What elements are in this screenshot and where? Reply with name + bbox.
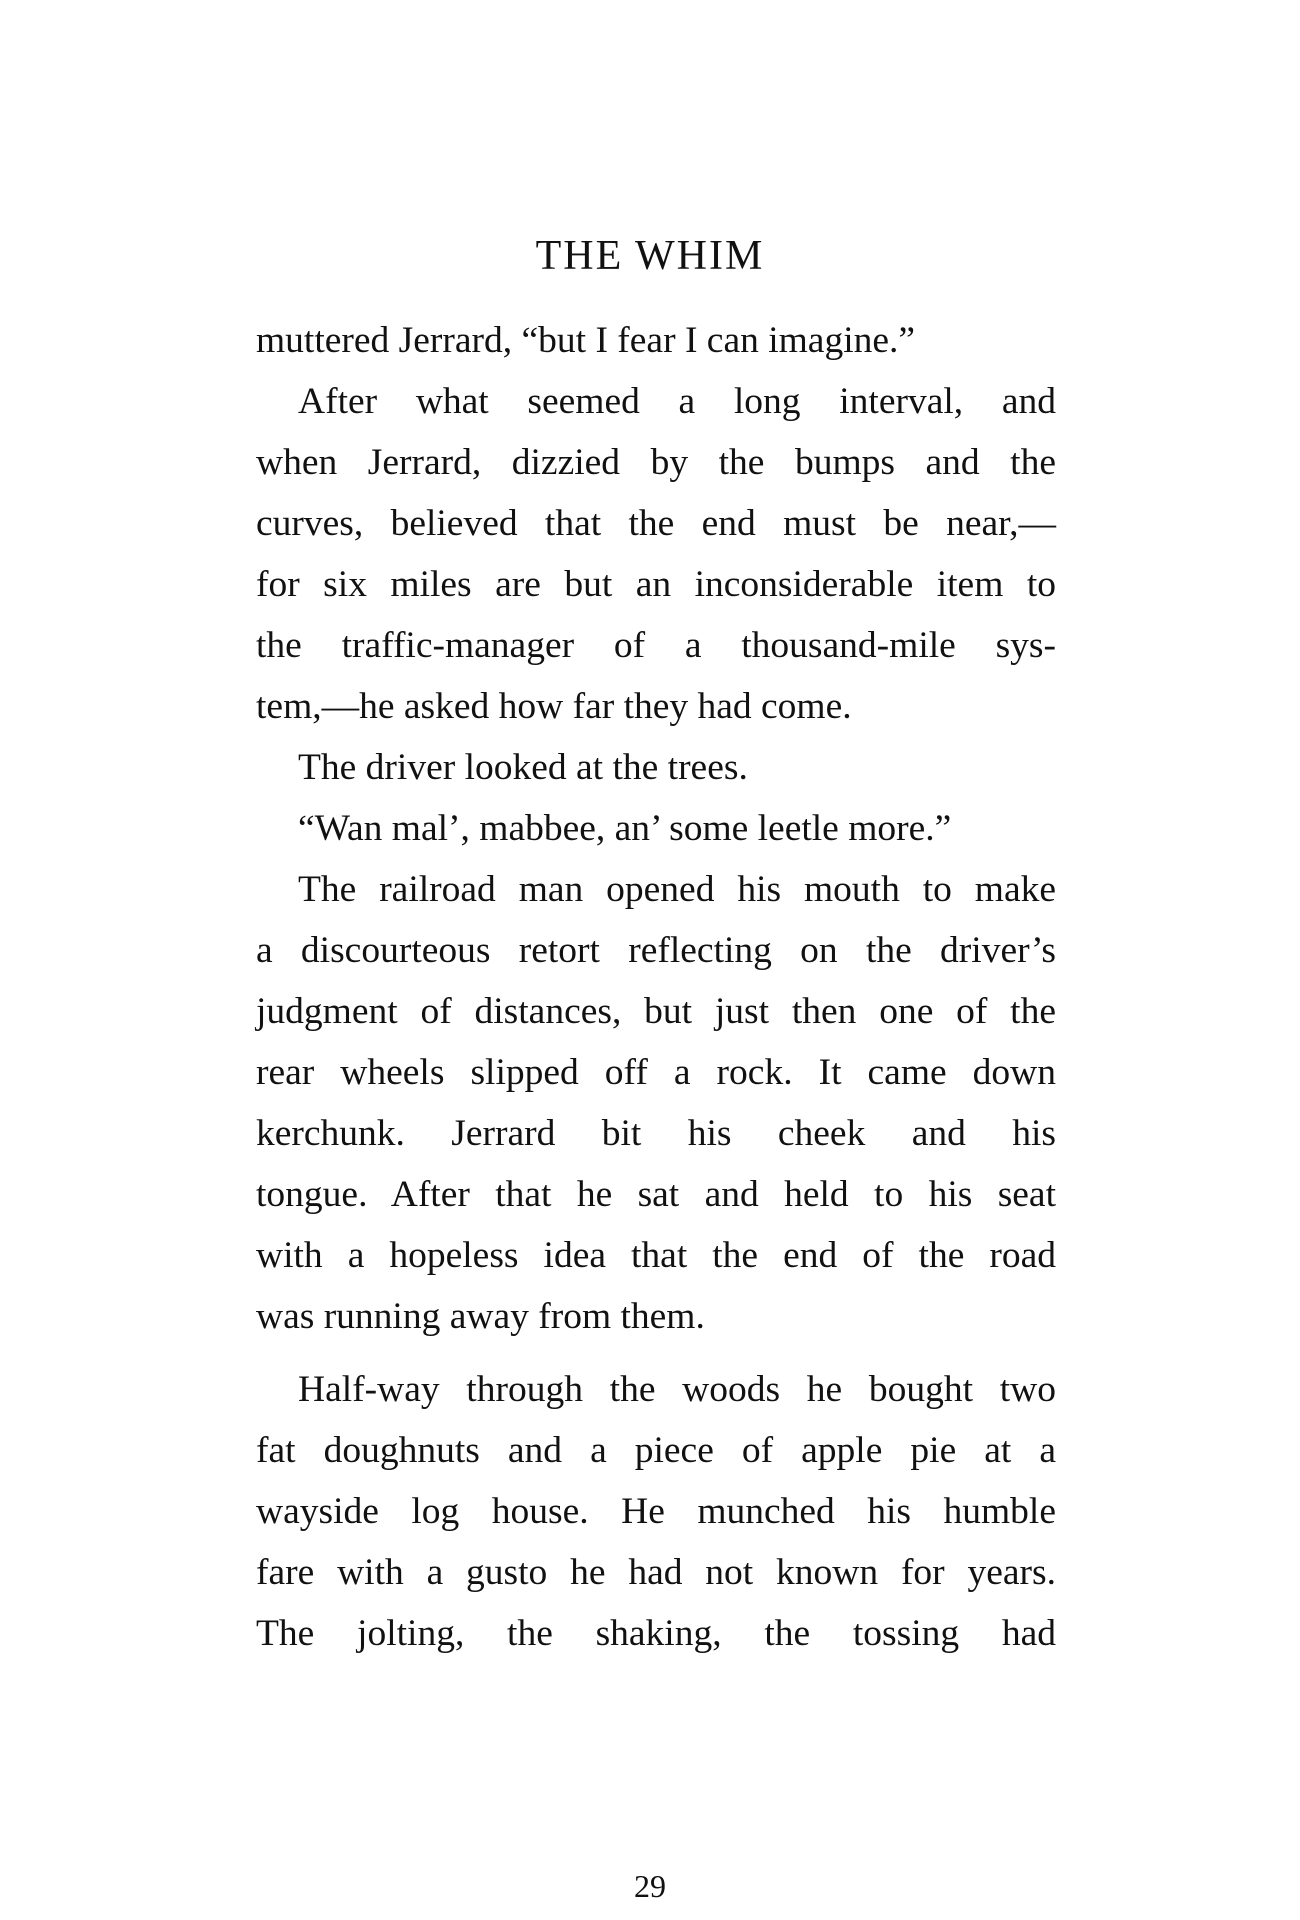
text-line: when Jerrard, dizzied by the bumps and the: [256, 442, 1056, 483]
text-line: “Wan mal’, mabbee, an’ some leetle more.”: [298, 808, 952, 849]
text-line: tongue. After that he sat and held to his seat: [256, 1174, 1056, 1215]
text-line: was running away from them.: [256, 1296, 705, 1337]
text-line: fare with a gusto he had not known for years.: [256, 1552, 1056, 1593]
text-line: kerchunk. Jerrard bit his cheek and his: [256, 1113, 1056, 1154]
text-line: a discourteous retort reflecting on the driver’s: [256, 930, 1056, 971]
text-line: The driver looked at the trees.: [298, 747, 748, 788]
text-line: wayside log house. He munched his humble: [256, 1491, 1056, 1532]
text-line: judgment of distances, but just then one of the: [256, 991, 1056, 1032]
text-line: for six miles are but an inconsiderable item to: [256, 564, 1056, 605]
text-line: The railroad man opened his mouth to make: [298, 869, 1056, 910]
text-line: Half-way through the woods he bought two: [298, 1369, 1056, 1410]
page-number: 29: [634, 1868, 666, 1904]
body-text: [256, 310, 1056, 1664]
text-line: the traffic-manager of a thousand-mile sys-: [256, 625, 1056, 666]
text-line: curves, believed that the end must be near,—: [256, 503, 1056, 544]
text-line: The jolting, the shaking, the tossing had: [256, 1613, 1056, 1654]
text-line: rear wheels slipped off a rock. It came down: [256, 1052, 1056, 1093]
text-line: tem,—he asked how far they had come.: [256, 686, 852, 727]
paragraph: [256, 798, 1056, 859]
text-line: with a hopeless idea that the end of the road: [256, 1235, 1056, 1276]
paragraph: [256, 737, 1056, 798]
text-line: After what seemed a long interval, and: [298, 381, 1056, 422]
paragraph: [256, 859, 1056, 1347]
text-line: muttered Jerrard, “but I fear I can imagine.”: [256, 320, 916, 361]
paragraph: [256, 371, 1056, 737]
text-line: fat doughnuts and a piece of apple pie at a: [256, 1430, 1056, 1471]
paragraph-continuation: [256, 310, 1056, 371]
running-head: THE WHIM: [535, 233, 765, 279]
paragraph: [256, 1359, 1056, 1664]
